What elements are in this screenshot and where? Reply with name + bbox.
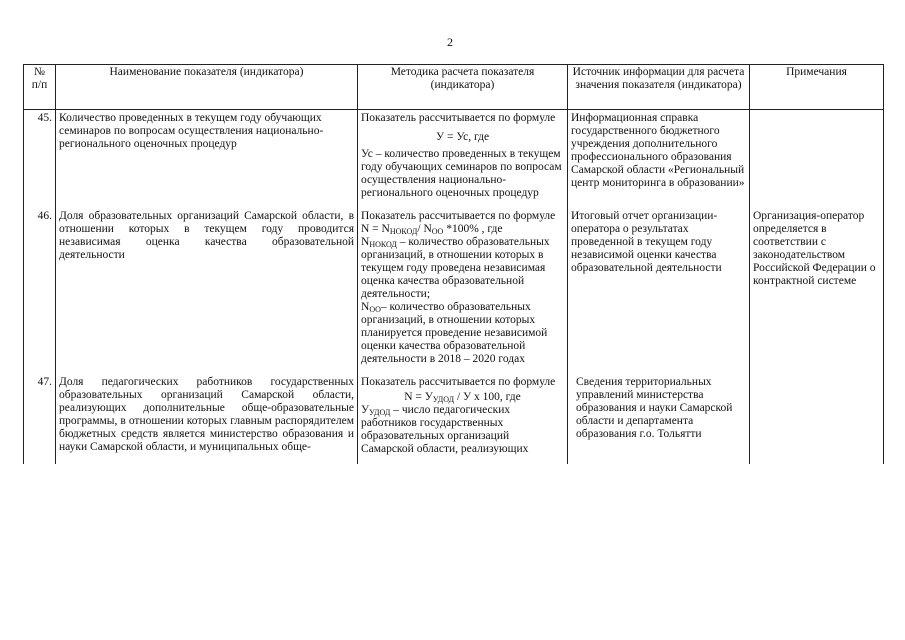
indicator-name: Доля педагогических работников государственных образовательных организаций Самарской области, реализующих дополнительные обще-образовательные программы, в отношении которых главным распорядителем бюджетных средств является министерство образования и науки Самарской области, и муниципальных обще- <box>56 374 358 464</box>
header-method: Методика расчета показателя (индикатора) <box>358 65 568 110</box>
info-source: Информационная справка государственного бюджетного учреждения дополнительного профессионального образования Самарской области «Региональный центр мониторинга в образовании» <box>568 110 750 209</box>
method-intro: Показатель рассчитывается по формуле <box>361 376 556 388</box>
info-source: Итоговый отчет организации-оператора о результатах проведенной в текущем году независимой оценки качества образовательной деятельности <box>568 208 750 374</box>
indicator-name: Доля образовательных организаций Самарской области, в отношении которых в текущем году проводится независимая оценка качества образовательной деятельности <box>56 208 358 374</box>
header-num: № п/п <box>24 65 56 110</box>
header-notes: Примечания <box>750 65 884 110</box>
calculation-method <box>358 110 568 209</box>
definition-n-oo: $N_{ОО}-$ количество образовательных организаций, в отношении которых планируется проведение независимой оценки качества образовательной деятельности в 2018 – 2020 годах <box>361 301 548 365</box>
indicators-table <box>23 64 884 464</box>
formula: $N = N_{НОКОД}/$ $N_{ОО}$ *100% , где <box>361 223 503 236</box>
definition-n-nokod: $N_{НОКОД}$ – количество образовательных организаций, в отношении которых в текущем году проведена независимая оценка качества образовательной деятельности; <box>361 236 550 300</box>
calculation-method <box>358 208 568 374</box>
notes <box>750 374 884 464</box>
row-number: 46. <box>24 208 56 374</box>
row-number: 47. <box>24 374 56 464</box>
row-number: 45. <box>24 110 56 209</box>
table-row <box>24 374 884 464</box>
calculation-method <box>358 374 568 464</box>
formula: У = Ус, где <box>435 131 490 143</box>
table-header-row <box>24 65 884 110</box>
definition-u-udod: $У_{УДОД}$ – число педагогических работников государственных образовательных организаций Самарской области, реализующих <box>361 404 529 455</box>
page-number: 2 <box>447 35 453 49</box>
method-detail: Ус – количество проведенных в текущем году обучающих семинаров по вопросам осуществления национально-регионального оценочных процедур <box>361 148 562 199</box>
table-row <box>24 110 884 209</box>
table-row <box>24 208 884 374</box>
indicator-name: Количество проведенных в текущем году обучающих семинаров по вопросам осуществления национально-регионального оценочных процедур <box>56 110 358 209</box>
header-source: Источник информации для расчета значения показателя (индикатора) <box>568 65 750 110</box>
info-source: Сведения территориальных управлений министерства образования и науки Самарской области и департамента образования г.о. Тольятти <box>568 374 750 464</box>
method-intro: Показатель рассчитывается по формуле <box>361 210 556 222</box>
header-name: Наименование показателя (индикатора) <box>56 65 358 110</box>
notes <box>750 110 884 209</box>
formula: $N = У_{УДОД} / У$ х 100, где <box>404 391 521 404</box>
notes: Организация-оператор определяется в соответствии с законодательством Российской Федерации о контрактной системе <box>750 208 884 374</box>
method-intro: Показатель рассчитывается по формуле <box>361 112 556 124</box>
